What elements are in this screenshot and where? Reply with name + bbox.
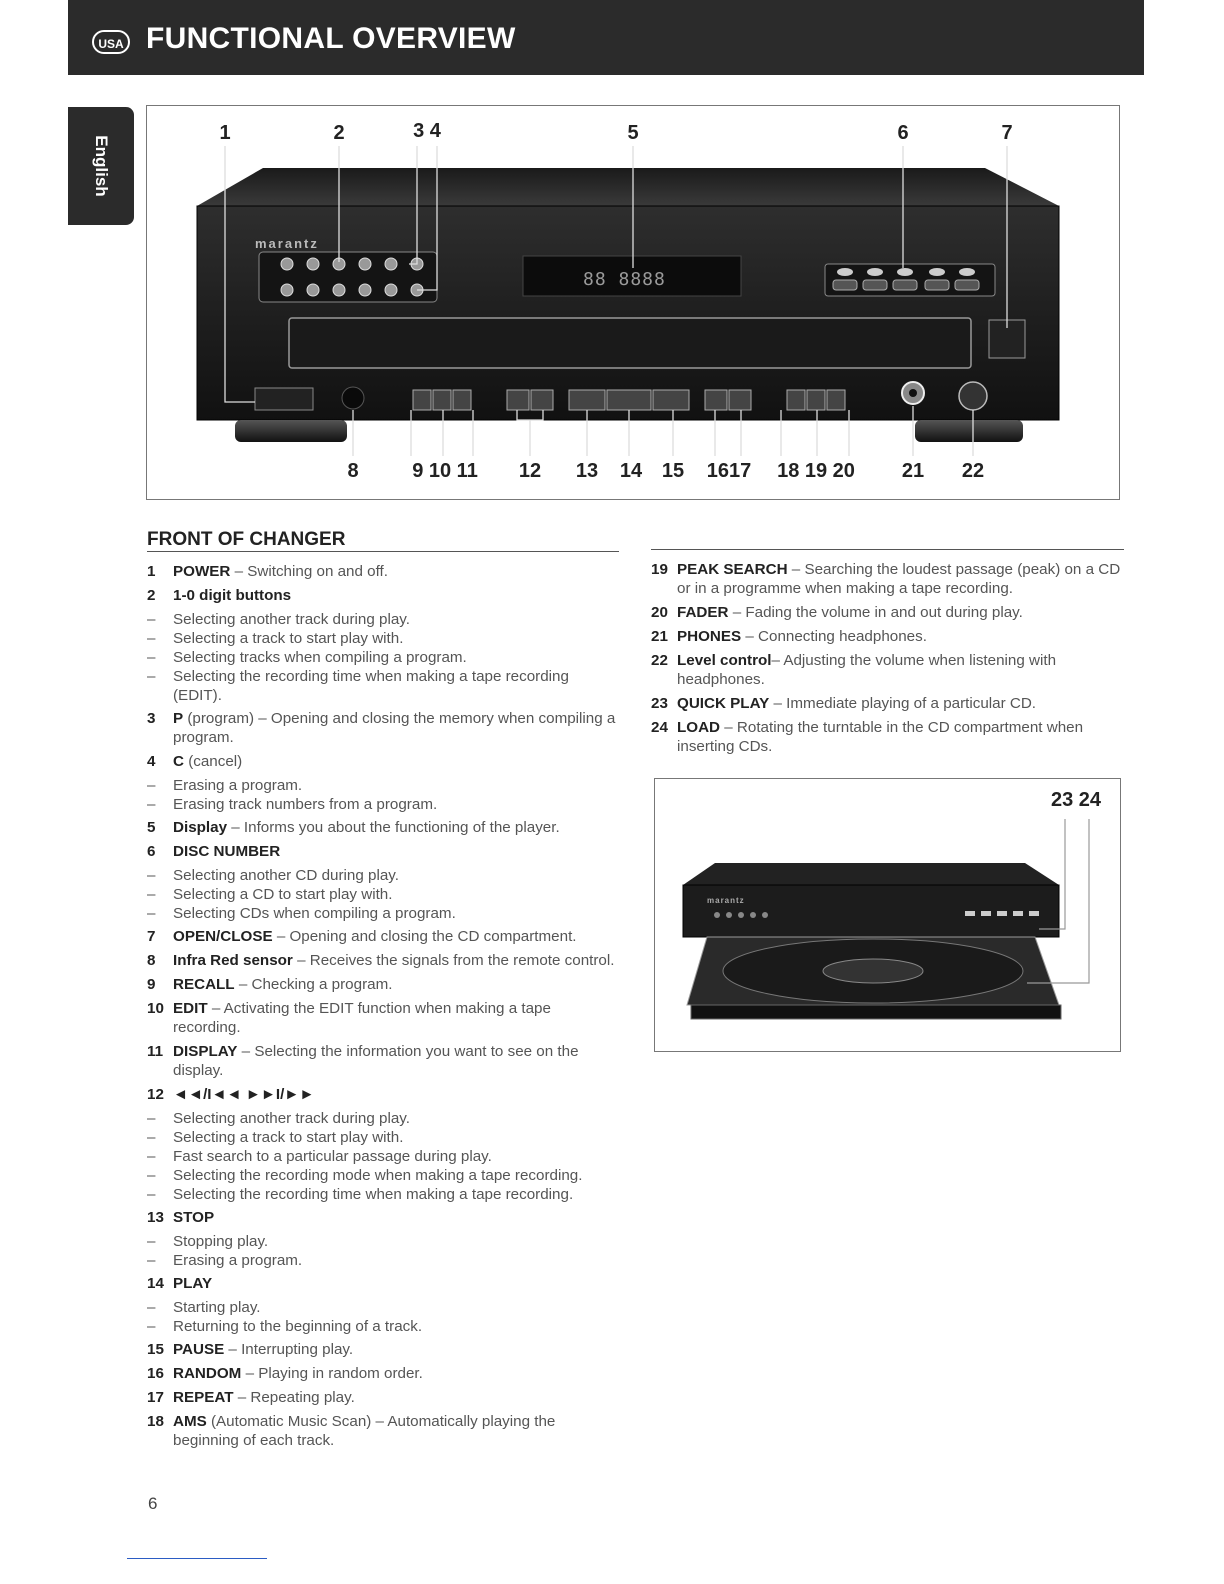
entry-term: P [173, 710, 184, 727]
entry-term: 1-0 digit buttons [173, 587, 292, 604]
entry-number: 3 [147, 710, 156, 727]
entry-subitem [147, 795, 622, 814]
callout-6: 6 [897, 122, 909, 144]
entry-number: 21 [651, 628, 668, 645]
page-number: 6 [148, 1494, 158, 1513]
entry-term: DISPLAY [173, 1043, 238, 1060]
dash-bullet: – [147, 1148, 156, 1165]
callout-16-17: 1617 [706, 460, 752, 482]
entry-description: – Rotating the turntable in the CD compartment when inserting CDs. [677, 719, 1084, 755]
dash-bullet: – [147, 611, 156, 628]
function-entry [147, 1340, 622, 1359]
dash-bullet: – [147, 1167, 156, 1184]
function-entry [147, 1364, 622, 1383]
entry-heading [173, 1085, 622, 1104]
subitem-text: Selecting a CD to start play with. [173, 886, 393, 903]
section-rule-right [651, 549, 1124, 550]
entry-subitem [147, 776, 622, 795]
entry-body [173, 1274, 622, 1293]
subitem-text: Selecting the recording time when making a tape recording (EDIT). [173, 668, 569, 704]
entry-number: 16 [147, 1365, 164, 1382]
entry-term: LOAD [677, 719, 721, 736]
entry-body [173, 1085, 622, 1104]
open-changer-top [683, 863, 1059, 885]
entry-description: – Playing in random order. [241, 1365, 423, 1382]
callout-23-24: 23 24 [1050, 789, 1102, 811]
entry-heading [173, 975, 622, 994]
power-button [255, 388, 313, 410]
function-entry [147, 1042, 622, 1080]
entry-description: – Immediate playing of a particular CD. [769, 695, 1037, 712]
subitem-text: Stopping play. [173, 1233, 269, 1250]
entry-description: – Activating the EDIT function when making a tape recording. [173, 1000, 551, 1036]
callout-12: 12 [518, 460, 542, 482]
entry-body [173, 586, 622, 605]
subitem-text: Selecting another CD during play. [173, 867, 399, 884]
entry-heading [677, 603, 1121, 622]
entry-body [173, 1388, 622, 1407]
entry-heading [173, 999, 622, 1037]
callout-3-4: 3 4 [413, 120, 441, 142]
subitem-text: Erasing track numbers from a program. [173, 796, 438, 813]
right-foot [915, 420, 1023, 442]
dash-bullet: – [147, 630, 156, 647]
entry-subitem [147, 667, 622, 705]
dash-bullet: – [147, 1318, 156, 1335]
entry-number: 5 [147, 819, 156, 836]
entry-number: 4 [147, 753, 156, 770]
entry-description: – Connecting headphones. [741, 628, 927, 645]
subitem-text: Selecting a track to start play with. [173, 1129, 404, 1146]
entry-body [173, 562, 622, 581]
entry-heading [677, 651, 1121, 689]
entry-term: STOP [173, 1209, 215, 1226]
entry-term: RANDOM [173, 1365, 242, 1382]
subitem-text: Starting play. [173, 1299, 261, 1316]
entry-body [173, 709, 622, 747]
left-foot [235, 420, 347, 442]
callout-21: 21 [901, 460, 925, 482]
ams-peak-fader-buttons [787, 390, 845, 410]
function-entry [651, 603, 1121, 622]
entry-heading [677, 627, 1121, 646]
entry-term: PEAK SEARCH [677, 561, 788, 578]
front-panel-figure [146, 105, 1120, 500]
entry-subitem [147, 1298, 622, 1317]
entry-term: PAUSE [173, 1341, 225, 1358]
usa-badge: USA [92, 30, 130, 54]
entry-description: – Repeating play. [233, 1389, 355, 1406]
entry-body [173, 999, 622, 1037]
function-entry [651, 718, 1121, 756]
function-entry [651, 651, 1121, 689]
entry-number: 18 [147, 1413, 164, 1430]
entry-number: 2 [147, 587, 156, 604]
entry-term: C [173, 753, 184, 770]
subitem-text: Selecting a track to start play with. [173, 630, 404, 647]
entry-heading [173, 951, 622, 970]
dash-bullet: – [147, 1233, 156, 1250]
subitem-text: Selecting another track during play. [173, 611, 410, 628]
function-entry [147, 586, 622, 605]
function-entry [147, 975, 622, 994]
entry-subitem [147, 1109, 622, 1128]
entry-subitem [147, 1251, 622, 1270]
entry-body [677, 718, 1121, 756]
function-entry [147, 927, 622, 946]
entry-subitem [147, 1128, 622, 1147]
entry-number: 15 [147, 1341, 164, 1358]
entry-description: (Automatic Music Scan) – Automatically playing the beginning of each track. [173, 1413, 556, 1449]
entry-description: – Interrupting play. [224, 1341, 354, 1358]
entry-subitem [147, 1185, 622, 1204]
entry-term: RECALL [173, 976, 235, 993]
page-title: FUNCTIONAL OVERVIEW [146, 22, 516, 55]
dash-bullet: – [147, 867, 156, 884]
entry-description: – Switching on and off. [230, 563, 388, 580]
entry-heading [173, 1208, 622, 1227]
function-entry [147, 1274, 622, 1293]
dash-bullet: – [147, 886, 156, 903]
subitem-text: Selecting another track during play. [173, 1110, 410, 1127]
cd-changer-open-tray-illustration [655, 779, 1120, 1051]
entry-number: 19 [651, 561, 668, 578]
entry-body [173, 818, 622, 837]
function-entry [147, 752, 622, 771]
function-entry [651, 560, 1121, 598]
function-entry [147, 709, 622, 747]
entry-number: 6 [147, 843, 156, 860]
entry-subitem [147, 1147, 622, 1166]
entry-body [173, 842, 622, 861]
right-column-entries [651, 560, 1121, 761]
function-entry [147, 1388, 622, 1407]
callout-15: 15 [661, 460, 685, 482]
entry-term: OPEN/CLOSE [173, 928, 273, 945]
entry-subitem [147, 885, 622, 904]
entry-body [173, 951, 622, 970]
entry-heading [677, 560, 1121, 598]
dash-bullet: – [147, 1252, 156, 1269]
open-changer-brand: marantz [707, 896, 745, 905]
entry-body [173, 1412, 622, 1450]
subitem-text: Selecting the recording time when making a tape recording. [173, 1186, 574, 1203]
open-tray-figure [654, 778, 1121, 1052]
entry-term: QUICK PLAY [677, 695, 770, 712]
entry-term: POWER [173, 563, 231, 580]
entry-number: 13 [147, 1209, 164, 1226]
entry-number: 20 [651, 604, 668, 621]
entry-term: Infra Red sensor [173, 952, 293, 969]
infra-red-sensor [342, 387, 364, 409]
entry-body [677, 694, 1121, 713]
entry-heading [173, 927, 622, 946]
entry-number: 1 [147, 563, 156, 580]
changer-front-body [197, 206, 1059, 420]
entry-number: 12 [147, 1086, 164, 1103]
entry-term: DISC NUMBER [173, 843, 281, 860]
entry-heading [677, 718, 1121, 756]
entry-number: 7 [147, 928, 156, 945]
recall-edit-display-buttons [413, 390, 471, 410]
function-entry [147, 1085, 622, 1104]
entry-heading [173, 1274, 622, 1293]
entry-subitem [147, 1232, 622, 1251]
entry-term: PLAY [173, 1275, 213, 1292]
entry-subitem [147, 1166, 622, 1185]
entry-description: – Checking a program. [234, 976, 393, 993]
entry-term: EDIT [173, 1000, 208, 1017]
dash-bullet: – [147, 649, 156, 666]
entry-number: 23 [651, 695, 668, 712]
function-entry [651, 627, 1121, 646]
callout-9-10-11: 9 10 11 [412, 460, 478, 482]
callout-13: 13 [575, 460, 599, 482]
dash-bullet: – [147, 905, 156, 922]
entry-heading [677, 694, 1121, 713]
entry-heading [173, 1340, 622, 1359]
subitem-text: Returning to the beginning of a track. [173, 1318, 423, 1335]
entry-term: ◄◄/I◄◄ ►►I/►► [173, 1086, 315, 1103]
entry-subitem [147, 610, 622, 629]
entry-term: PHONES [677, 628, 742, 645]
language-tab-label: English [92, 135, 111, 197]
subitem-text: Fast search to a particular passage during play. [173, 1148, 492, 1165]
entry-subitem [147, 1317, 622, 1336]
entry-term: REPEAT [173, 1389, 234, 1406]
function-entry [147, 818, 622, 837]
entry-body [173, 927, 622, 946]
entry-description: – Opening and closing the CD compartment. [272, 928, 577, 945]
entry-description: (cancel) [183, 753, 243, 770]
entry-heading [173, 752, 622, 771]
function-entry [147, 1208, 622, 1227]
entry-subitem [147, 648, 622, 667]
callout-7: 7 [1001, 122, 1013, 144]
entry-heading [173, 1388, 622, 1407]
level-control-knob [959, 382, 987, 410]
entry-heading [173, 1412, 622, 1450]
entry-description: – Searching the loudest passage (peak) on a CD or in a programme when making a tape recording. [677, 561, 1121, 597]
dash-bullet: – [147, 1110, 156, 1127]
entry-heading [173, 818, 622, 837]
dash-bullet: – [147, 777, 156, 794]
left-column-entries [147, 562, 622, 1455]
subitem-text: Erasing a program. [173, 1252, 303, 1269]
brand-logo: marantz [255, 236, 319, 251]
entry-heading [173, 1364, 622, 1383]
entry-heading [173, 586, 622, 605]
entry-number: 24 [651, 719, 668, 736]
entry-body [677, 603, 1121, 622]
subitem-text: Erasing a program. [173, 777, 303, 794]
dash-bullet: – [147, 1299, 156, 1316]
entry-subitem [147, 629, 622, 648]
entry-number: 10 [147, 1000, 164, 1017]
entry-description: (program) – Opening and closing the memory when compiling a program. [173, 710, 616, 746]
entry-body [173, 1364, 622, 1383]
entry-description: – Fading the volume in and out during play. [728, 604, 1023, 621]
entry-number: 14 [147, 1275, 164, 1292]
section-rule-left [147, 551, 619, 552]
entry-heading [173, 1042, 622, 1080]
entry-body [677, 560, 1121, 598]
callout-18-19-20: 18 19 20 [777, 460, 855, 482]
entry-body [173, 975, 622, 994]
function-entry [651, 694, 1121, 713]
entry-heading [173, 842, 622, 861]
changer-top-cover [197, 168, 1059, 206]
disc-tray [289, 318, 971, 368]
function-entry [147, 562, 622, 581]
entry-body [677, 627, 1121, 646]
entry-heading [173, 709, 622, 747]
dash-bullet: – [147, 796, 156, 813]
entry-number: 11 [147, 1043, 164, 1060]
entry-body [173, 1208, 622, 1227]
function-entry [147, 951, 622, 970]
callout-5: 5 [627, 122, 639, 144]
dash-bullet: – [147, 1186, 156, 1203]
callout-2: 2 [333, 122, 345, 144]
entry-number: 9 [147, 976, 156, 993]
stop-play-pause-buttons [569, 390, 689, 410]
callout-8: 8 [347, 460, 359, 482]
callout-1: 1 [219, 122, 231, 144]
entry-description: – Selecting the information you want to see on the display. [173, 1043, 579, 1079]
cd-changer-front-illustration [147, 106, 1119, 499]
entry-body [173, 1340, 622, 1359]
subitem-text: Selecting CDs when compiling a program. [173, 905, 456, 922]
dash-bullet: – [147, 668, 156, 685]
entry-number: 17 [147, 1389, 164, 1406]
entry-term: Level control [677, 652, 772, 669]
entry-description: – Informs you about the functioning of the player. [227, 819, 560, 836]
entry-body [173, 752, 622, 771]
entry-description: – Receives the signals from the remote control. [292, 952, 615, 969]
function-entry [147, 999, 622, 1037]
section-title: FRONT OF CHANGER [147, 529, 346, 550]
function-entry [147, 842, 622, 861]
entry-body [173, 1042, 622, 1080]
language-tab [68, 107, 134, 225]
entry-heading [173, 562, 622, 581]
function-entry [147, 1412, 622, 1450]
entry-number: 22 [651, 652, 668, 669]
subitem-text: Selecting the recording mode when making a tape recording. [173, 1167, 583, 1184]
display-digits: 88 8888 [583, 269, 666, 290]
callout-22: 22 [961, 460, 985, 482]
entry-term: Display [173, 819, 228, 836]
entry-subitem [147, 904, 622, 923]
entry-subitem [147, 866, 622, 885]
entry-number: 8 [147, 952, 156, 969]
entry-description: – Adjusting the volume when listening with headphones. [677, 652, 1057, 688]
page-header [68, 0, 1144, 75]
dash-bullet: – [147, 1129, 156, 1146]
subitem-text: Selecting tracks when compiling a program. [173, 649, 467, 666]
callout-14: 14 [619, 460, 643, 482]
footer-line [127, 1558, 267, 1559]
entry-term: FADER [677, 604, 729, 621]
entry-body [677, 651, 1121, 689]
entry-term: AMS [173, 1413, 207, 1430]
